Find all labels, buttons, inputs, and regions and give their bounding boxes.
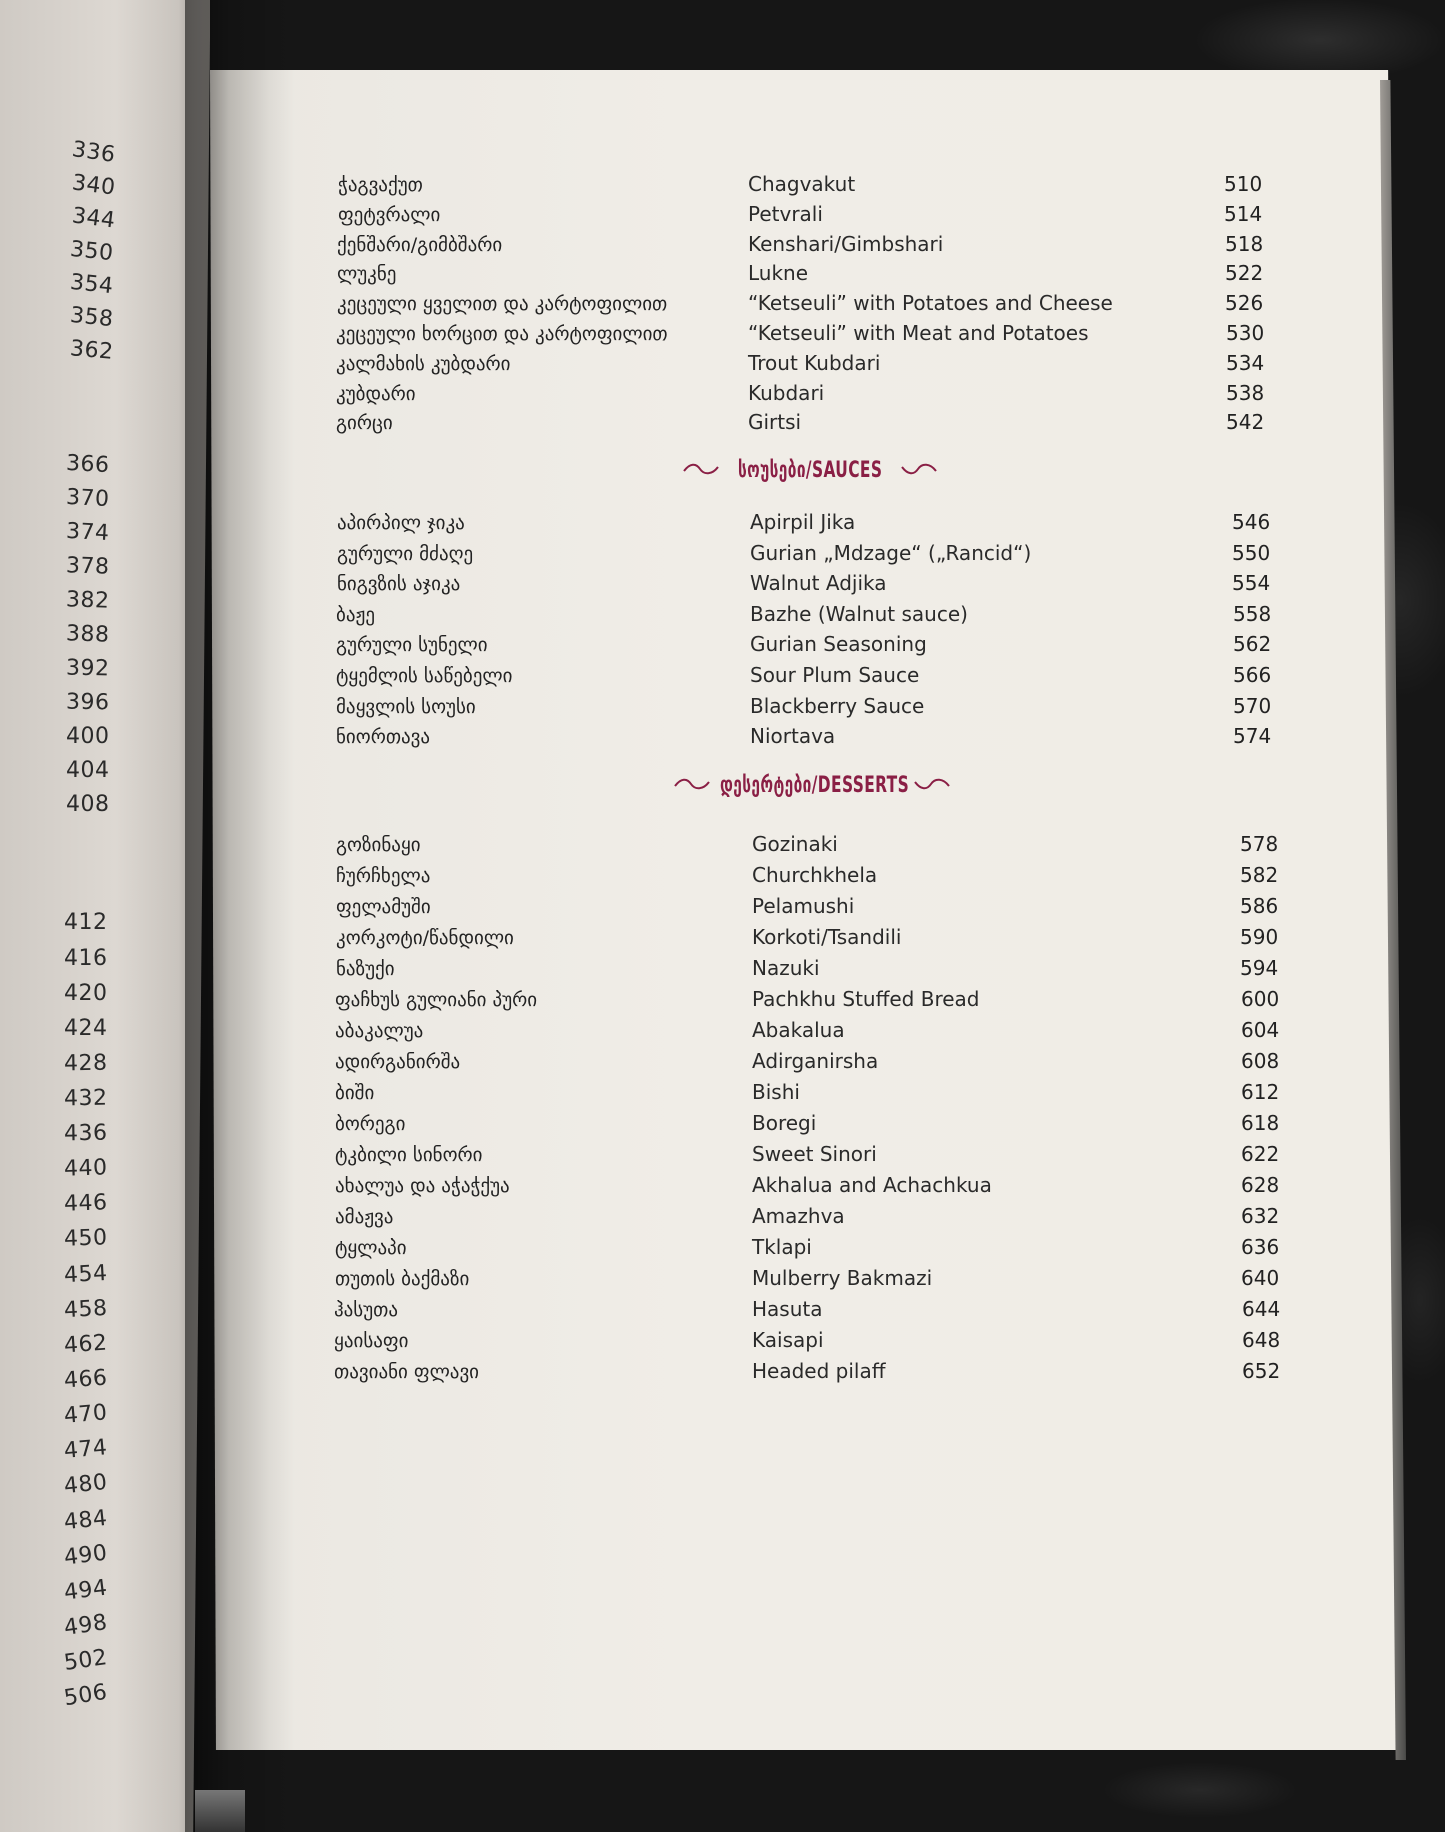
entry-english-title: Pelamushi	[752, 894, 855, 918]
entry-page-number: 608	[1241, 1049, 1280, 1073]
left-page-number: 446	[63, 1190, 108, 1217]
entry-georgian-title: ლუკნე	[337, 263, 397, 286]
left-page-number: 436	[63, 1120, 108, 1147]
entry-georgian-title: ბიში	[335, 1082, 375, 1104]
entry-georgian-title: ნაზუქი	[336, 958, 395, 980]
entry-english-title: Sweet Sinori	[752, 1142, 877, 1166]
left-page-number: 344	[70, 203, 117, 234]
entry-georgian-title: ტკბილი სინორი	[335, 1144, 483, 1166]
left-page-number: 428	[63, 1050, 108, 1077]
entry-english-title: Lukne	[748, 261, 809, 286]
left-page-number: 404	[66, 758, 110, 783]
left-page-number: 432	[63, 1085, 108, 1112]
entry-georgian-title: ფეტვრალი	[338, 203, 441, 226]
entry-english-title: Nazuki	[752, 956, 820, 980]
entry-georgian-title: თავიანი ფლავი	[334, 1361, 480, 1383]
left-page-number: 490	[62, 1540, 109, 1571]
entry-page-number: 566	[1233, 663, 1272, 687]
entry-page-number: 534	[1226, 350, 1265, 375]
left-page-number: 396	[65, 689, 110, 716]
entry-english-title: Churchkhela	[752, 863, 878, 887]
left-page-number: 412	[64, 910, 108, 935]
entry-english-title: Hasuta	[752, 1297, 823, 1321]
entry-georgian-title: გურული მძაღე	[337, 542, 474, 565]
entry-english-title: Abakalua	[752, 1018, 845, 1042]
section-title-sauces: სოუსები/SAUCES	[738, 458, 883, 483]
left-page-number: 474	[62, 1435, 109, 1464]
left-page-number: 374	[65, 518, 111, 547]
entry-page-number: 574	[1233, 724, 1272, 749]
entry-english-title: Bishi	[752, 1080, 800, 1104]
section-title-desserts: დესერტები/DESSERTS	[720, 773, 910, 798]
entry-english-title: Amazhva	[752, 1204, 845, 1228]
entry-page-number: 622	[1241, 1142, 1280, 1166]
left-page-number: 424	[64, 1016, 108, 1041]
left-page-number: 498	[62, 1610, 110, 1641]
entry-page-number: 526	[1225, 291, 1264, 316]
entry-english-title: Akhalua and Achachkua	[752, 1173, 992, 1197]
entry-english-title: Chagvakut	[748, 172, 856, 196]
entry-georgian-title: კალმახის კუბდარი	[336, 352, 511, 375]
entry-georgian-title: კეცეული ხორცით და კარტოფილით	[336, 323, 668, 345]
entry-page-number: 632	[1241, 1204, 1280, 1228]
entry-page-number: 538	[1226, 380, 1265, 405]
entry-english-title: Gurian Seasoning	[750, 632, 927, 657]
left-page-number: 458	[63, 1295, 109, 1324]
entry-georgian-title: ჭაგვაქუთ	[338, 174, 423, 196]
entry-page-number: 636	[1241, 1235, 1280, 1259]
entry-georgian-title: კუბდარი	[336, 382, 416, 405]
entry-english-title: Headed pilaff	[752, 1359, 886, 1383]
entry-georgian-title: მაყვლის სოუსი	[336, 695, 476, 718]
entry-georgian-title: გოზინაყი	[336, 834, 421, 856]
left-page-number: 378	[65, 553, 110, 580]
entry-page-number: 582	[1240, 863, 1279, 887]
entry-georgian-title: ბორეგი	[335, 1113, 406, 1135]
entry-page-number: 640	[1241, 1266, 1280, 1290]
entry-page-number: 612	[1241, 1080, 1280, 1104]
left-page-number: 408	[66, 792, 110, 817]
entry-georgian-title: ამაჟვა	[335, 1206, 394, 1228]
entry-english-title: Tklapi	[752, 1235, 812, 1259]
entry-english-title: Trout Kubdari	[748, 350, 881, 375]
entry-page-number: 644	[1242, 1297, 1281, 1321]
left-page-number: 440	[63, 1155, 108, 1182]
entry-georgian-title: ახალუა და აჭაჭქუა	[335, 1175, 510, 1197]
entry-page-number: 558	[1233, 601, 1272, 626]
entry-page-number: 590	[1240, 925, 1279, 949]
entry-english-title: Kenshari/Gimbshari	[748, 231, 944, 256]
left-page-number: 454	[63, 1260, 109, 1289]
entry-page-number: 522	[1225, 261, 1264, 286]
left-page-number: 388	[65, 621, 110, 648]
left-page-number: 358	[68, 302, 115, 333]
entry-english-title: “Ketseuli” with Potatoes and Cheese	[748, 291, 1113, 316]
entry-georgian-title: ქენშარი/გიმბშარი	[337, 233, 503, 256]
entry-english-title: Walnut Adjika	[750, 571, 887, 596]
left-page-number: 416	[64, 946, 108, 971]
entry-english-title: Petvrali	[748, 201, 823, 226]
entry-english-title: Mulberry Bakmazi	[752, 1266, 933, 1290]
entry-georgian-title: კორკოტი/წანდილი	[336, 927, 514, 949]
entry-georgian-title: ტყემლის საწებელი	[336, 665, 513, 687]
entry-page-number: 570	[1233, 693, 1272, 718]
left-page-number: 494	[62, 1575, 109, 1606]
entry-english-title: Niortava	[750, 724, 836, 749]
entry-page-number: 546	[1232, 510, 1271, 534]
entry-georgian-title: ფაჩხუს გულიანი პური	[335, 989, 538, 1011]
entry-page-number: 542	[1226, 410, 1265, 435]
entry-page-number: 586	[1240, 894, 1279, 918]
left-page-number: 484	[62, 1505, 109, 1536]
entry-english-title: Bazhe (Walnut sauce)	[750, 601, 968, 626]
entry-georgian-title: ჩურჩხელა	[336, 865, 431, 887]
entry-georgian-title: ჰასუთა	[334, 1299, 399, 1321]
left-page-number: 350	[68, 236, 115, 267]
left-page-number: 400	[66, 724, 110, 749]
entry-english-title: Girtsi	[748, 410, 802, 435]
entry-georgian-title: ადირგანირშა	[335, 1051, 461, 1073]
swirl-ornament-right	[900, 463, 938, 477]
left-page-number: 370	[65, 484, 111, 513]
swirl-ornament-right	[913, 778, 951, 792]
left-page-number: 366	[65, 450, 111, 479]
entry-english-title: Kubdari	[748, 380, 825, 405]
entry-georgian-title: თუთის ბაქმაზი	[335, 1268, 470, 1290]
entry-page-number: 562	[1233, 632, 1272, 657]
entry-english-title: Gurian „Mdzage“ („Rancid“)	[750, 540, 1032, 565]
entry-page-number: 554	[1232, 571, 1271, 596]
entry-page-number: 604	[1241, 1018, 1280, 1042]
left-page-number: 466	[63, 1365, 109, 1394]
left-page-number: 450	[63, 1225, 108, 1252]
entry-page-number: 518	[1225, 231, 1264, 256]
entry-page-number: 550	[1232, 540, 1271, 565]
entry-english-title: Sour Plum Sauce	[750, 663, 920, 687]
entry-english-title: Kaisapi	[752, 1328, 824, 1352]
entry-georgian-title: აპირპილ ჯიკა	[337, 512, 465, 534]
entry-page-number: 578	[1240, 832, 1279, 856]
entry-page-number: 618	[1241, 1111, 1280, 1135]
entry-georgian-title: ფელამუში	[336, 896, 431, 918]
swirl-ornament-left	[673, 778, 711, 792]
entry-georgian-title: ბაჟე	[336, 603, 375, 626]
entry-page-number: 514	[1224, 201, 1263, 226]
entry-georgian-title: ყაისაფი	[334, 1330, 409, 1352]
left-page-number: 420	[64, 981, 108, 1006]
bookmark-ribbon	[195, 1790, 245, 1832]
entry-georgian-title: გურული სუნელი	[336, 634, 488, 657]
entry-english-title: Korkoti/Tsandili	[752, 925, 902, 949]
entry-georgian-title: ნიგვზის აჯიკა	[337, 573, 461, 596]
entry-georgian-title: ტყლაპი	[335, 1237, 407, 1259]
left-page-number: 392	[65, 655, 110, 682]
left-page-number: 502	[62, 1645, 110, 1676]
left-page-number: 340	[70, 170, 117, 201]
entry-english-title: Boregi	[752, 1111, 817, 1135]
entry-english-title: “Ketseuli” with Meat and Potatoes	[748, 321, 1089, 345]
entry-english-title: Pachkhu Stuffed Bread	[752, 987, 980, 1011]
entry-page-number: 628	[1241, 1173, 1280, 1197]
left-page-number: 470	[62, 1400, 109, 1429]
entry-page-number: 600	[1241, 987, 1280, 1011]
entry-page-number: 530	[1226, 321, 1265, 345]
left-page-number: 382	[65, 587, 110, 614]
left-page-number: 354	[68, 269, 115, 300]
left-page-number: 506	[62, 1679, 110, 1712]
entry-page-number: 648	[1242, 1328, 1281, 1352]
entry-english-title: Adirganirsha	[752, 1049, 879, 1073]
left-page-number: 480	[62, 1469, 109, 1500]
entry-georgian-title: ნიორთავა	[336, 726, 431, 749]
entry-georgian-title: კეცეული ყველით და კარტოფილით	[337, 293, 668, 316]
entry-page-number: 652	[1242, 1359, 1281, 1383]
entry-georgian-title: აბაკალუა	[335, 1020, 424, 1042]
swirl-ornament-left	[682, 463, 720, 477]
entry-georgian-title: გირცი	[336, 412, 393, 435]
left-page-number: 462	[63, 1330, 109, 1359]
entry-english-title: Gozinaki	[752, 832, 838, 856]
left-page-number: 336	[70, 137, 118, 168]
entry-page-number: 510	[1224, 172, 1263, 196]
entry-page-number: 594	[1240, 956, 1279, 980]
left-page-number: 362	[68, 336, 115, 365]
entry-english-title: Apirpil Jika	[750, 510, 856, 534]
entry-english-title: Blackberry Sauce	[750, 693, 925, 718]
